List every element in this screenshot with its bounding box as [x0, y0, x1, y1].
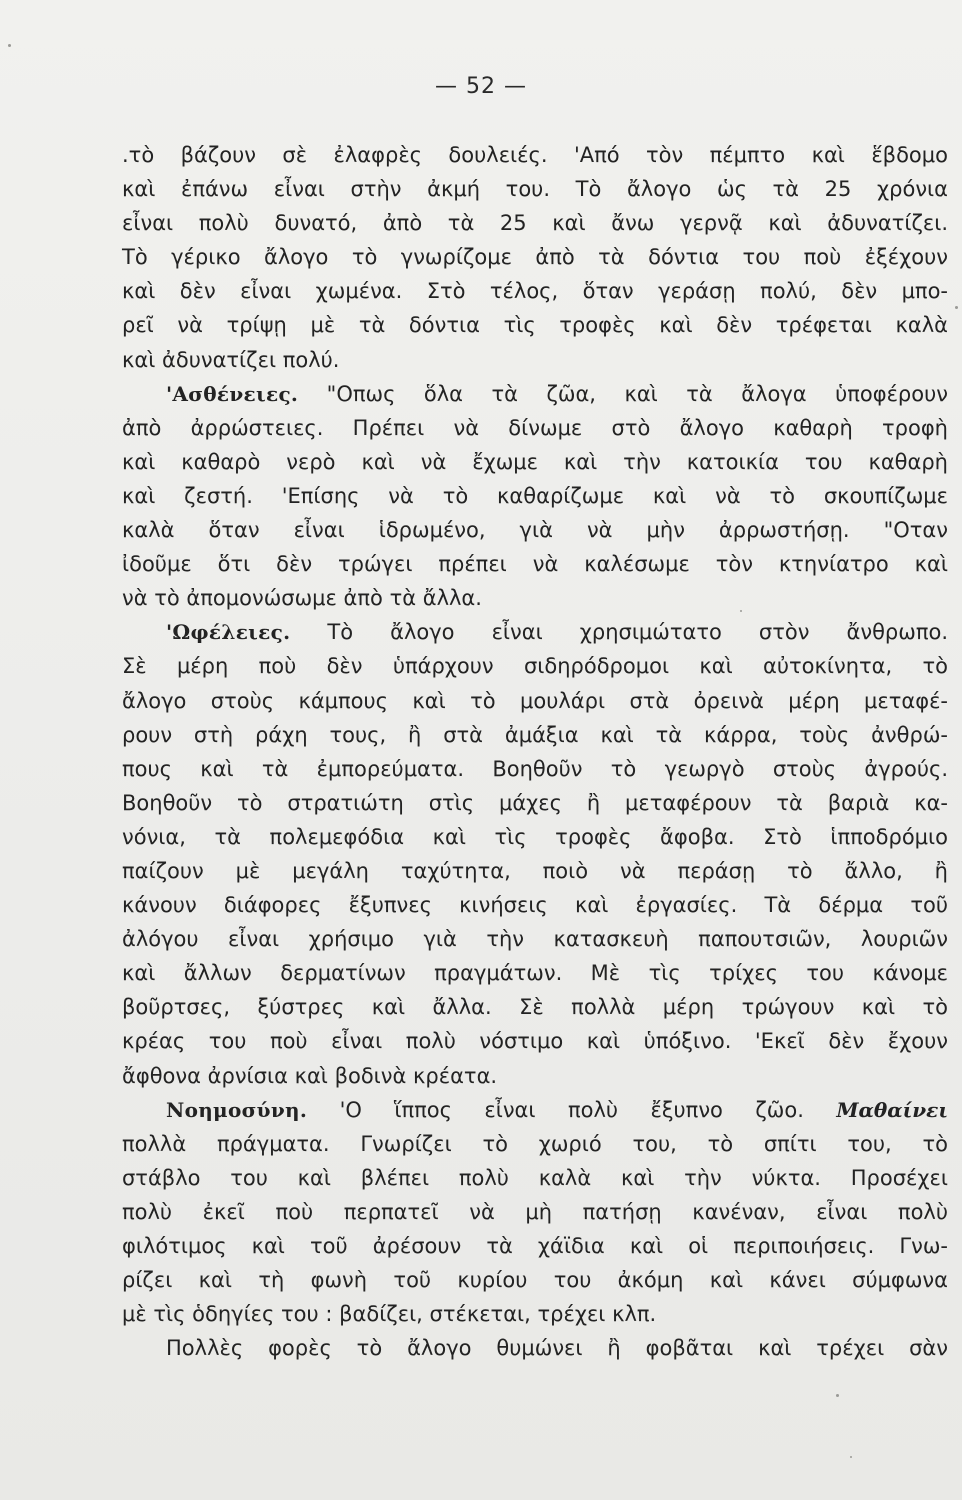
line-text: φιλότιμος καὶ τοῦ ἀρέσουν τὰ χάϊδια καὶ οἱ περιποιήσεις. Γνω- [122, 1234, 948, 1258]
text-line [122, 649, 948, 683]
text-line [122, 1331, 948, 1365]
line-text: στάβλο του καὶ βλέπει πολὺ καλὰ καὶ τὴν νύκτα. Προσέχει [122, 1165, 948, 1190]
line-text: ρίζει καὶ τὴ φωνὴ τοῦ κυρίου του ἀκόμη καὶ κάνει σύμφωνα [122, 1268, 948, 1293]
text-line [122, 479, 948, 513]
text-line [122, 1024, 948, 1058]
line-text: καὶ δὲν εἶναι χωμένα. Στὸ τέλος, ὅταν γεράσῃ πολύ, δὲν μπο- [122, 279, 948, 304]
text-line [122, 922, 948, 956]
line-text: ἄφθονα ἀρνίσια καὶ βοδινὰ κρέατα. [122, 1063, 498, 1088]
line-text: Τὸ γέρικο ἄλογο τὸ γνωρίζομε ἀπὸ τὰ δόντια του ποὺ ἐξέχουν [122, 245, 948, 270]
print-speck [8, 44, 11, 47]
line-text: πολλὰ πράγματα. Γνωρίζει τὸ χωριό του, τὸ σπίτι του, τὸ [122, 1131, 948, 1156]
text-line [122, 1093, 948, 1127]
emphasized-word: Μαθαίνει [836, 1097, 948, 1122]
line-text: νὰ τὸ ἀπομονώσωμε ἀπὸ τὰ ἄλλα. [122, 586, 482, 611]
line-text: πολὺ ἐκεῖ ποὺ περπατεῖ νὰ μὴ πατήσῃ κανέναν, εἶναι πολὺ [122, 1199, 948, 1224]
text-line [122, 377, 948, 411]
text-line [122, 1161, 948, 1195]
text-line [122, 581, 948, 615]
line-text: καλὰ ὅταν εἶναι ἱδρωμένο, γιὰ νὰ μὴν ἀρρωστήσῃ. "Οταν [122, 518, 948, 543]
text-line [122, 411, 948, 445]
text-line [122, 138, 948, 172]
text-line [122, 308, 948, 342]
page-number: — 52 — [435, 74, 527, 99]
text-line [122, 752, 948, 786]
line-text: βοῦρτσες, ξύστρες καὶ ἄλλα. Σὲ πολλὰ μέρη τρώγουν καὶ τὸ [122, 995, 948, 1020]
text-line [122, 1059, 948, 1093]
line-text: νόνια, τὰ πολεμεφόδια καὶ τὶς τροφὲς ἄφοβα. Στὸ ἱπποδρόμιο [122, 824, 948, 849]
line-text: Βοηθοῦν τὸ στρατιώτη στὶς μάχες ἢ μεταφέρουν τὰ βαριὰ κα- [122, 790, 948, 815]
line-text: παίζουν μὲ μεγάλη ταχύτητα, ποιὸ νὰ περάσῃ τὸ ἄλλο, ἢ [122, 858, 948, 883]
line-text: κάνουν διάφορες ἔξυπνες κινήσεις καὶ ἐργασίες. Τὰ δέρμα τοῦ [122, 893, 948, 918]
section-heading: 'Ασθένειες. [166, 381, 299, 406]
body-text [122, 138, 948, 1365]
line-text: ἀλόγου εἶναι χρήσιμο γιὰ τὴν κατασκευὴ παπουτσιῶν, λουριῶν [122, 927, 948, 952]
text-line [122, 513, 948, 547]
line-text: ρουν στὴ ράχη τους, ἢ στὰ ἀμάξια καὶ τὰ κάρρα, τοὺς ἀνθρώ- [122, 722, 948, 747]
line-text: καὶ ἄλλων δερματίνων πραγμάτων. Μὲ τὶς τρίχες του κάνομε [122, 961, 948, 986]
print-speck [836, 1394, 839, 1397]
line-text: 'Ο ἵππος εἶναι πολὺ ἔξυπνο ζῶο. [307, 1097, 837, 1122]
line-text: κρέας του ποὺ εἶναι πολὺ νόστιμο καὶ ὑπόξινο. 'Εκεῖ δὲν ἔχουν [122, 1029, 948, 1054]
text-line [122, 1127, 948, 1161]
print-speck [740, 610, 742, 612]
line-text: Σὲ μέρη ποὺ δὲν ὑπάρχουν σιδηρόδρομοι καὶ αὐτοκίνητα, τὸ [122, 654, 948, 679]
text-line [122, 240, 948, 274]
text-line [122, 888, 948, 922]
line-text: μὲ τὶς ὁδηγίες του : βαδίζει, στέκεται, τρέχει κλπ. [122, 1302, 657, 1327]
text-line [122, 547, 948, 581]
text-line [122, 615, 948, 649]
section-heading: 'Ωφέλειες. [166, 620, 291, 645]
text-line [122, 1297, 948, 1331]
text-line [122, 172, 948, 206]
text-line [122, 1229, 948, 1263]
text-line [122, 1263, 948, 1297]
text-line [122, 343, 948, 377]
text-line [122, 786, 948, 820]
text-line [122, 1195, 948, 1229]
line-text: "Οπως ὅλα τὰ ζῶα, καὶ τὰ ἄλογα ὑποφέρουν [298, 381, 948, 406]
print-speck [850, 1456, 852, 1458]
line-text: πους καὶ τὰ ἐμπορεύματα. Βοηθοῦν τὸ γεωργὸ στοὺς ἀγρούς. [122, 756, 948, 781]
text-line [122, 684, 948, 718]
line-text: ἀπὸ ἀρρώστειες. Πρέπει νὰ δίνωμε στὸ ἄλογο καθαρὴ τροφὴ [122, 415, 948, 440]
line-text: καὶ ἀδυνατίζει πολύ. [122, 347, 340, 372]
text-line [122, 718, 948, 752]
line-text: καὶ ἐπάνω εἶναι στὴν ἀκμή του. Τὸ ἄλογο ὡς τὰ 25 χρόνια [122, 177, 948, 202]
line-text: .τὸ βάζουν σὲ ἐλαφρὲς δουλειές. 'Από τὸν πέμπτο καὶ ἕβδομο [122, 143, 948, 167]
line-text: ἰδοῦμε ὅτι δὲν τρώγει πρέπει νὰ καλέσωμε τὸν κτηνίατρο καὶ [122, 552, 948, 577]
line-text: καὶ καθαρὸ νερὸ καὶ νὰ ἔχωμε καὶ τὴν κατοικία του καθαρὴ [122, 449, 948, 474]
text-line [122, 206, 948, 240]
text-line [122, 274, 948, 308]
line-text: ἄλογο στοὺς κάμπους καὶ τὸ μουλάρι στὰ ὀρεινὰ μέρη μεταφέ- [122, 688, 948, 713]
text-line [122, 445, 948, 479]
line-text: ρεῖ νὰ τρίψῃ μὲ τὰ δόντια τὶς τροφὲς καὶ δὲν τρέφεται καλὰ [122, 313, 948, 338]
text-line [122, 820, 948, 854]
line-text: Τὸ ἄλογο εἶναι χρησιμώτατο στὸν ἄνθρωπο. [290, 620, 948, 645]
print-speck [955, 306, 958, 309]
text-line [122, 990, 948, 1024]
line-text: εἶναι πολὺ δυνατό, ἀπὸ τὰ 25 καὶ ἄνω γερνᾷ καὶ ἀδυνατίζει. [122, 211, 948, 236]
text-line [122, 854, 948, 888]
section-heading: Νοημοσύνη. [166, 1097, 308, 1122]
line-text: καὶ ζεστή. 'Επίσης νὰ τὸ καθαρίζωμε καὶ νὰ τὸ σκουπίζωμε [122, 483, 948, 508]
text-line [122, 956, 948, 990]
line-text: Πολλὲς φορὲς τὸ ἄλογο θυμώνει ἢ φοβᾶται καὶ τρέχει σὰν [166, 1336, 948, 1361]
